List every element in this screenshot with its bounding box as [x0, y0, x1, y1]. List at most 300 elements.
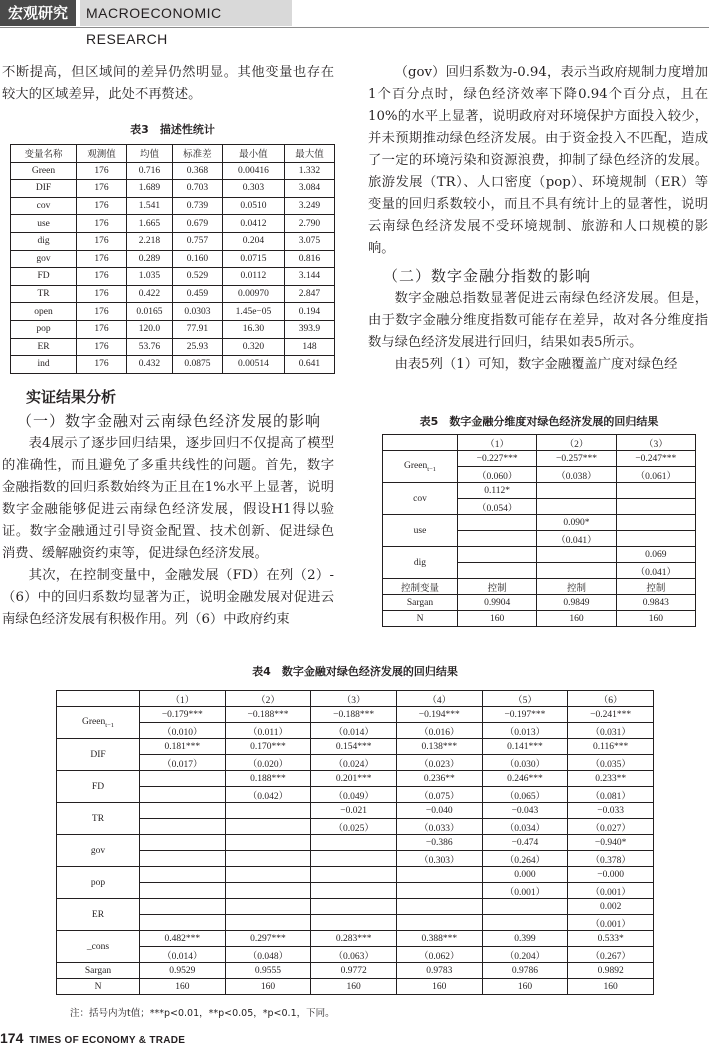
table4-se-cell: [396, 883, 482, 899]
table3-row: [11, 180, 335, 198]
table4-coef-cell: 0.482***: [140, 931, 226, 947]
sub-heading-2: （二）数字金融分指数的影响: [383, 267, 592, 285]
table4-footer-cell: 0.9892: [568, 963, 654, 979]
table3-cell: 176: [77, 303, 127, 321]
table3-header-cell: 标准差: [172, 145, 222, 163]
table4-coef-row: [57, 707, 654, 723]
table3-cell: 0.194: [284, 303, 334, 321]
table5-se-cell: （0.060）: [458, 467, 537, 483]
table4-coef-cell: [140, 867, 226, 883]
table3-row: [11, 162, 335, 180]
table3-row: [11, 250, 335, 268]
table4-regression-results: [56, 690, 654, 995]
table3-cell: 176: [77, 180, 127, 198]
table4-se-cell: （0.034）: [482, 819, 568, 835]
table4-coef-cell: −0.000: [568, 867, 654, 883]
table5-se-cell: [537, 499, 616, 515]
table4-header-row: [57, 691, 654, 707]
table5-se-cell: [537, 563, 616, 579]
left-para-2: 其次，在控制变量中，金融发展（FD）在列（2）-（6）中的回归系数均显著为正，说明金融发展对促进云南绿色经济发展有积极作用。列（6）中政府约束: [2, 568, 334, 627]
table4-se-cell: （0.049）: [311, 787, 397, 803]
table5-header-blank: [383, 435, 458, 451]
table3-cell: 1.541: [127, 197, 173, 215]
table3-cell: 148: [284, 338, 334, 356]
table4-coef-cell: −0.241***: [568, 707, 654, 723]
table5-se-cell: （0.041）: [537, 531, 616, 547]
table5-coef-cell: [458, 547, 537, 563]
table3-cell: 0.716: [127, 162, 173, 180]
table4-footer-cell: 160: [396, 979, 482, 995]
table5-coef-row: [383, 547, 696, 563]
table5-var-label: [383, 547, 458, 579]
table3-cell: 0.00514: [222, 356, 284, 374]
table3-header-row: [11, 145, 335, 163]
table4-col-header: （2）: [225, 691, 311, 707]
table4-se-cell: [140, 915, 226, 931]
header-rule: [0, 27, 709, 28]
table4-col-header: （1）: [140, 691, 226, 707]
table3-cell: 0.0412: [222, 215, 284, 233]
sub-heading-1: （一）数字金融对云南绿色经济发展的影响: [17, 412, 322, 430]
table4-se-cell: （0.024）: [311, 755, 397, 771]
table4-var-label: [57, 867, 140, 899]
table3-cell: 0.432: [127, 356, 173, 374]
table3-header-cell: 均值: [127, 145, 173, 163]
table4-se-row: [57, 819, 654, 835]
table5-header-row: [383, 435, 696, 451]
table3-cell: 0.739: [172, 197, 222, 215]
table3-cell: 25.93: [172, 338, 222, 356]
table4-se-cell: （0.075）: [396, 787, 482, 803]
table4-coef-cell: [311, 899, 397, 915]
right-para-1: （gov）回归系数为-0.94，表示当政府规制力度增加1个百分点时，绿色经济效率下降0.94个百分点，且在10%的水平上显著，说明政府对环境保护方面投入较少，并未预期推动绿色经济发展。由于资金投入不匹配，造成了一定的环境污染和资源浪费，抑制了绿色经济的发展。旅游发展（TR）、人口密度（pop）、环境规制（ER）等变量的回归系数较小，而且不具有统计上的显著性，说明云南绿色经济发展不受环境规制、旅游和人口规模的影响。: [368, 65, 708, 256]
table4-coef-cell: 0.533*: [568, 931, 654, 947]
table4-var-label: [57, 931, 140, 963]
table3-cell: 0.0510: [222, 197, 284, 215]
table3-cell: 0.816: [284, 250, 334, 268]
table4-coef-row: [57, 835, 654, 851]
table3-row: [11, 197, 335, 215]
table4-se-row: [57, 883, 654, 899]
table4-coef-cell: −0.040: [396, 803, 482, 819]
table3-cell: 176: [77, 250, 127, 268]
table3-cell: 176: [77, 268, 127, 286]
table5-coef-cell: [616, 515, 695, 531]
table3-cell: 16.30: [222, 320, 284, 338]
table5-coef-row: [383, 451, 696, 467]
table3-cell: 0.368: [172, 162, 222, 180]
table4-footer-row: [57, 963, 654, 979]
table4-var-subscript: t−1: [105, 721, 114, 729]
table4-coef-row: [57, 771, 654, 787]
table4-var-label: [57, 899, 140, 931]
table5-var-subscript: t−1: [427, 465, 436, 473]
table3-cell: 2.847: [284, 285, 334, 303]
table4-coef-cell: 0.002: [568, 899, 654, 915]
table4-se-cell: （0.016）: [396, 723, 482, 739]
table4-se-cell: （0.014）: [140, 947, 226, 963]
table5-footer-cell: 160: [458, 611, 537, 627]
table4-se-cell: （0.011）: [225, 723, 311, 739]
table3-cell: 0.0303: [172, 303, 222, 321]
table5-footer-cell: 160: [537, 611, 616, 627]
table3-cell: 176: [77, 162, 127, 180]
right-para-3: 由表5列（1）可知，数字金融覆盖广度对绿色经: [394, 357, 678, 372]
table4-se-cell: [140, 787, 226, 803]
table3-cell: 176: [77, 215, 127, 233]
table4-se-cell: [225, 883, 311, 899]
table4-coef-row: [57, 739, 654, 755]
table4-coef-cell: 0.201***: [311, 771, 397, 787]
table5-se-cell: （0.041）: [616, 563, 695, 579]
table5-var-label: [383, 483, 458, 515]
table5-coef-cell: [616, 483, 695, 499]
table3-cell: 0.0875: [172, 356, 222, 374]
table4-var-name: ER: [91, 909, 105, 920]
table4-coef-cell: −0.188***: [311, 707, 397, 723]
page-header: [0, 0, 709, 47]
table4-footer-label: N: [57, 979, 140, 995]
table4-coef-cell: −0.043: [482, 803, 568, 819]
table4-col-header: （6）: [568, 691, 654, 707]
table4-coef-cell: 0.236**: [396, 771, 482, 787]
table4-se-cell: （0.042）: [225, 787, 311, 803]
table4-se-cell: （0.303）: [396, 851, 482, 867]
table4-coef-cell: −0.194***: [396, 707, 482, 723]
table3-cell: 0.529: [172, 268, 222, 286]
table3-cell: 176: [77, 285, 127, 303]
table5-footer-label: Sargan: [383, 595, 458, 611]
table4-footer-cell: 160: [311, 979, 397, 995]
table5-var-name: use: [413, 525, 427, 536]
table3-cell: 3.249: [284, 197, 334, 215]
table3-cell: 1.689: [127, 180, 173, 198]
journal-name: TIMES OF ECONOMY & TRADE: [29, 1035, 186, 1046]
right-para-2: 数字金融总指数显著促进云南绿色经济发展。但是，由于数字金融分维度指数可能存在差异，故对各分维度指数与绿色经济发展进行回归，结果如表5所示。: [368, 291, 708, 350]
left-column-body: [2, 385, 334, 631]
table3-row: [11, 338, 335, 356]
table4-se-cell: （0.027）: [568, 819, 654, 835]
left-para-top: 不断提高，但区域间的差异仍然明显。其他变量也存在较大的区域差异，此处不再赘述。: [2, 65, 334, 102]
table4-se-cell: （0.033）: [396, 819, 482, 835]
table4-se-row: [57, 947, 654, 963]
table4-coef-cell: 0.000: [482, 867, 568, 883]
table4-coef-cell: 0.116***: [568, 739, 654, 755]
table3-cell: ER: [11, 338, 77, 356]
table4-coef-cell: [225, 835, 311, 851]
table3-cell: 0.422: [127, 285, 173, 303]
table4-se-row: [57, 755, 654, 771]
table3-cell: pop: [11, 320, 77, 338]
table3-cell: 0.459: [172, 285, 222, 303]
table4-var-label: [57, 835, 140, 867]
table4-var-name: Green: [82, 716, 106, 727]
table4-col-header: （3）: [311, 691, 397, 707]
table5-subindex-regression: [382, 434, 696, 627]
header-section-cn: 宏观研究: [0, 0, 76, 26]
table4-se-cell: [311, 851, 397, 867]
table3-header-cell: 最大值: [284, 145, 334, 163]
table4-coef-cell: [311, 835, 397, 851]
table4-coef-cell: [482, 899, 568, 915]
table5-se-cell: （0.054）: [458, 499, 537, 515]
table4-se-cell: （0.023）: [396, 755, 482, 771]
table3-cell: 0.703: [172, 180, 222, 198]
table4-se-cell: （0.017）: [140, 755, 226, 771]
table4-var-label: [57, 803, 140, 835]
table3-cell: 1.45e−05: [222, 303, 284, 321]
table4-coef-cell: [140, 803, 226, 819]
table3-cell: ind: [11, 356, 77, 374]
table4-se-cell: [140, 851, 226, 867]
table3-cell: 0.00416: [222, 162, 284, 180]
table3-cell: 0.679: [172, 215, 222, 233]
table5-se-cell: [458, 563, 537, 579]
table4-footer-cell: 0.9529: [140, 963, 226, 979]
table5-footer-row: [383, 611, 696, 627]
table5-footer-cell: 0.9849: [537, 595, 616, 611]
table4-coef-cell: −0.197***: [482, 707, 568, 723]
table4-se-cell: [396, 915, 482, 931]
table5-footer-cell: 控制: [537, 579, 616, 595]
table3-row: [11, 303, 335, 321]
table3-cell: 3.075: [284, 232, 334, 250]
table3-cell: 176: [77, 197, 127, 215]
table4-coef-cell: −0.386: [396, 835, 482, 851]
table4-var-label: [57, 739, 140, 771]
left-column-top: [2, 62, 334, 106]
table4-var-name: pop: [90, 877, 106, 888]
page-number: 174: [0, 1030, 24, 1046]
table3-cell: 0.641: [284, 356, 334, 374]
table4-var-name: DIF: [90, 749, 106, 760]
table4-se-cell: （0.267）: [568, 947, 654, 963]
table4-coef-cell: [140, 899, 226, 915]
table5-col-header: （3）: [616, 435, 695, 451]
table3-caption: 表3 描述性统计: [130, 123, 215, 136]
table5-coef-cell: [537, 483, 616, 499]
table3-cell: 176: [77, 338, 127, 356]
table3-descriptive-stats: [10, 144, 335, 374]
table3-cell: 2.790: [284, 215, 334, 233]
header-section-en: MACROECONOMIC RESEARCH: [80, 0, 292, 26]
table5-footer-cell: 0.9843: [616, 595, 695, 611]
table4-coef-cell: −0.940*: [568, 835, 654, 851]
table4-se-cell: （0.010）: [140, 723, 226, 739]
table4-se-cell: （0.065）: [482, 787, 568, 803]
table5-col-header: （1）: [458, 435, 537, 451]
table5-coef-cell: [537, 547, 616, 563]
table4-coef-cell: 0.233**: [568, 771, 654, 787]
table4-footer-cell: 0.9772: [311, 963, 397, 979]
table4-coef-cell: 0.388***: [396, 931, 482, 947]
table3-cell: 0.0165: [127, 303, 173, 321]
table5-var-name: dig: [413, 557, 427, 568]
table5-col-header: （2）: [537, 435, 616, 451]
table5-coef-cell: 0.112*: [458, 483, 537, 499]
table3-row: [11, 215, 335, 233]
table4-coef-cell: −0.021: [311, 803, 397, 819]
table3-cell: gov: [11, 250, 77, 268]
table3-cell: 0.160: [172, 250, 222, 268]
table3-cell: 77.91: [172, 320, 222, 338]
table4-se-row: [57, 787, 654, 803]
table5-se-cell: [458, 531, 537, 547]
table4-coef-cell: 0.138***: [396, 739, 482, 755]
table4-coef-row: [57, 803, 654, 819]
table3-cell: 0.204: [222, 232, 284, 250]
table4-se-row: [57, 915, 654, 931]
table3-cell: 393.9: [284, 320, 334, 338]
table4-footer-cell: 160: [140, 979, 226, 995]
table4-se-cell: （0.204）: [482, 947, 568, 963]
table4-coef-cell: 0.170***: [225, 739, 311, 755]
left-para-1: 表4展示了逐步回归结果，逐步回归不仅提高了模型的准确性，而且避免了多重共线性的问题。首先，数字金融指数的回归系数始终为正且在1%水平上显著，说明数字金融能够促进云南绿色经济发展，假设H1得以验证。数字金融通过引导资金配置、技术创新、促进绿色消费、缓解融资约束等，促进绿色经济发展。: [2, 436, 334, 561]
table3-cell: TR: [11, 285, 77, 303]
table5-footer-cell: 160: [616, 611, 695, 627]
page-footer: [0, 1030, 185, 1048]
table4-footer-cell: 160: [568, 979, 654, 995]
table-note: 注：括号内为t值；***p<0.01，**p<0.05，*p<0.1，下同。: [70, 1008, 335, 1019]
table3-cell: 0.0112: [222, 268, 284, 286]
table4-coef-cell: [225, 899, 311, 915]
table3-row: [11, 268, 335, 286]
table4-se-cell: [311, 915, 397, 931]
table5-var-label: [383, 451, 458, 483]
table5-footer-label: N: [383, 611, 458, 627]
table5-coef-row: [383, 515, 696, 531]
table4-coef-cell: −0.188***: [225, 707, 311, 723]
table3-cell: open: [11, 303, 77, 321]
table5-footer-label: 控制变量: [383, 579, 458, 595]
table4-var-name: _cons: [86, 941, 110, 952]
table4-se-cell: （0.014）: [311, 723, 397, 739]
table4-se-cell: [482, 915, 568, 931]
table3-cell: 0.757: [172, 232, 222, 250]
table4-se-cell: [140, 819, 226, 835]
table3-cell: use: [11, 215, 77, 233]
table3-cell: DIF: [11, 180, 77, 198]
table4-col-header: （5）: [482, 691, 568, 707]
table4-footer-cell: 160: [482, 979, 568, 995]
table4-se-cell: [225, 851, 311, 867]
table5-coef-cell: [458, 515, 537, 531]
table3-cell: 120.0: [127, 320, 173, 338]
table4-coef-cell: −0.474: [482, 835, 568, 851]
table5-caption: 表5 数字金融分维度对绿色经济发展的回归结果: [419, 415, 659, 428]
table5-var-name: Green: [404, 460, 428, 471]
table4-coef-cell: −0.033: [568, 803, 654, 819]
table4-coef-cell: [396, 867, 482, 883]
table5-footer-row: [383, 579, 696, 595]
table3-header-cell: 变量名称: [11, 145, 77, 163]
table4-footer-cell: 0.9783: [396, 963, 482, 979]
table3-cell: dig: [11, 232, 77, 250]
table3-row: [11, 320, 335, 338]
table4-se-row: [57, 851, 654, 867]
table4-coef-cell: 0.188***: [225, 771, 311, 787]
table4-coef-cell: −0.179***: [140, 707, 226, 723]
table4-footer-row: [57, 979, 654, 995]
table4-col-header: （4）: [396, 691, 482, 707]
table5-se-cell: [616, 499, 695, 515]
table5-se-cell: （0.038）: [537, 467, 616, 483]
table5-footer-row: [383, 595, 696, 611]
table4-se-cell: （0.001）: [568, 883, 654, 899]
table4-coef-row: [57, 899, 654, 915]
table3-row: [11, 232, 335, 250]
table4-se-cell: （0.030）: [482, 755, 568, 771]
table4-coef-cell: 0.283***: [311, 931, 397, 947]
table5-footer-cell: 控制: [616, 579, 695, 595]
table4-coef-cell: [140, 835, 226, 851]
table5-footer-cell: 0.9904: [458, 595, 537, 611]
table3-cell: 2.218: [127, 232, 173, 250]
table3-cell: Green: [11, 162, 77, 180]
table5-coef-cell: −0.227***: [458, 451, 537, 467]
table5-coef-cell: 0.090*: [537, 515, 616, 531]
table3-cell: 0.303: [222, 180, 284, 198]
table3-cell: 1.332: [284, 162, 334, 180]
table4-se-cell: （0.264）: [482, 851, 568, 867]
table3-cell: 3.144: [284, 268, 334, 286]
table4-coef-cell: 0.297***: [225, 931, 311, 947]
table4-footer-cell: 0.9555: [225, 963, 311, 979]
table3-cell: 53.76: [127, 338, 173, 356]
table4-coef-cell: [225, 867, 311, 883]
table3-cell: 0.289: [127, 250, 173, 268]
table4-footer-cell: 0.9786: [482, 963, 568, 979]
table3-cell: 1.035: [127, 268, 173, 286]
table5-coef-row: [383, 483, 696, 499]
table4-coef-cell: 0.181***: [140, 739, 226, 755]
table4-coef-cell: 0.246***: [482, 771, 568, 787]
table4-caption: 表4 数字金融对绿色经济发展的回归结果: [252, 665, 458, 678]
table3-cell: 0.320: [222, 338, 284, 356]
table5-coef-cell: −0.247***: [616, 451, 695, 467]
table4-se-cell: （0.020）: [225, 755, 311, 771]
table4-se-cell: [225, 915, 311, 931]
table3-cell: cov: [11, 197, 77, 215]
table4-se-cell: （0.048）: [225, 947, 311, 963]
table4-se-cell: （0.081）: [568, 787, 654, 803]
table3-cell: 0.00970: [222, 285, 284, 303]
table4-se-cell: （0.035）: [568, 755, 654, 771]
table4-se-cell: （0.031）: [568, 723, 654, 739]
table4-coef-row: [57, 931, 654, 947]
table4-se-cell: （0.063）: [311, 947, 397, 963]
table4-se-cell: （0.025）: [311, 819, 397, 835]
table4-coef-cell: [396, 899, 482, 915]
table4-se-row: [57, 723, 654, 739]
table5-footer-cell: 控制: [458, 579, 537, 595]
table3-row: [11, 356, 335, 374]
table4-footer-cell: 160: [225, 979, 311, 995]
right-column: [368, 62, 708, 376]
table5-var-label: [383, 515, 458, 547]
table4-se-cell: （0.001）: [568, 915, 654, 931]
table3-cell: 176: [77, 320, 127, 338]
table4-se-cell: （0.001）: [482, 883, 568, 899]
table4-coef-cell: 0.154***: [311, 739, 397, 755]
table4-var-name: FD: [91, 781, 105, 792]
table4-coef-row: [57, 867, 654, 883]
table5-se-cell: （0.061）: [616, 467, 695, 483]
table4-coef-cell: [140, 771, 226, 787]
table4-se-cell: （0.378）: [568, 851, 654, 867]
table5-se-cell: [616, 531, 695, 547]
table4-se-cell: （0.013）: [482, 723, 568, 739]
